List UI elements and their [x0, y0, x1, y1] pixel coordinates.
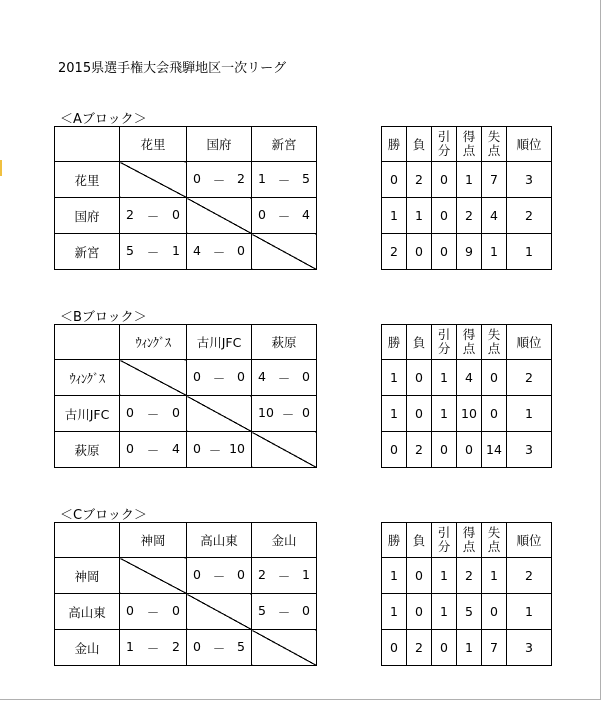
team-name: 古川JFC — [55, 396, 120, 432]
score-wrap — [187, 567, 251, 585]
score-against: 0 — [237, 566, 245, 582]
stat-loss: 0 — [407, 396, 432, 432]
spacer-cell — [317, 198, 382, 234]
diagonal-cell — [187, 396, 252, 432]
match-score — [252, 396, 317, 432]
stat-header-char: 点 — [462, 539, 476, 554]
stat-header-stack — [432, 328, 456, 356]
stat-header-draw — [432, 127, 457, 162]
stat-goals-against: 7 — [482, 630, 507, 666]
team-name: ｳｨﾝｸﾞｽ — [55, 360, 120, 396]
score-dash: － — [281, 406, 295, 422]
stat-goals-against: 0 — [482, 396, 507, 432]
match-score — [120, 198, 187, 234]
stat-goals-against: 1 — [482, 558, 507, 594]
league-table-c — [54, 522, 552, 666]
spacer-cell — [317, 558, 382, 594]
score-dash: － — [146, 442, 160, 458]
match-score — [187, 234, 252, 270]
stat-header-goals-for — [457, 523, 482, 558]
stat-header-char: 引 — [437, 327, 451, 342]
corner-cell — [55, 127, 120, 162]
stat-header-char: 得 — [462, 327, 476, 342]
score-for: 0 — [126, 440, 134, 456]
stat-draw: 1 — [432, 558, 457, 594]
stat-header-char: 点 — [487, 143, 501, 158]
score-against: 0 — [302, 404, 310, 420]
score-for: 1 — [126, 638, 134, 654]
opponent-header: 花里 — [120, 127, 187, 162]
team-row — [55, 594, 552, 630]
stat-header-char: 失 — [487, 327, 501, 342]
stat-win: 0 — [382, 162, 407, 198]
score-wrap — [252, 567, 316, 585]
opponent-header: 新宮 — [252, 127, 317, 162]
score-against: 4 — [302, 206, 310, 222]
score-dash: － — [277, 208, 291, 224]
stat-loss: 0 — [407, 360, 432, 396]
diagonal-cell — [252, 234, 317, 270]
stat-rank: 1 — [507, 234, 552, 270]
stat-header-win: 勝 — [382, 127, 407, 162]
score-wrap — [252, 369, 316, 387]
team-row — [55, 162, 552, 198]
score-against: 0 — [172, 404, 180, 420]
stat-rank: 1 — [507, 396, 552, 432]
score-dash: － — [277, 172, 291, 188]
stat-header-goals-for — [457, 325, 482, 360]
stat-header-stack — [432, 526, 456, 554]
stat-header-goals-against — [482, 127, 507, 162]
score-against: 4 — [172, 440, 180, 456]
stat-goals-against: 4 — [482, 198, 507, 234]
stat-header-char: 失 — [487, 129, 501, 144]
stat-loss: 0 — [407, 234, 432, 270]
stat-draw: 0 — [432, 234, 457, 270]
stat-win: 1 — [382, 198, 407, 234]
stat-header-loss: 負 — [407, 127, 432, 162]
score-wrap — [120, 405, 186, 423]
score-for: 1 — [258, 170, 266, 186]
stat-header-goals-against — [482, 523, 507, 558]
match-score — [187, 432, 252, 468]
score-dash: － — [146, 244, 160, 260]
score-for: 0 — [193, 638, 201, 654]
stat-loss: 0 — [407, 558, 432, 594]
score-for: 10 — [258, 404, 274, 420]
block-c-label: ＜Cブロック＞ — [60, 508, 147, 523]
stat-goals-for: 2 — [457, 198, 482, 234]
stat-goals-for: 5 — [457, 594, 482, 630]
score-dash: － — [212, 244, 226, 260]
match-score — [252, 558, 317, 594]
stat-win: 0 — [382, 432, 407, 468]
diagonal-cell — [187, 594, 252, 630]
stat-header-stack — [457, 130, 481, 158]
match-score — [120, 630, 187, 666]
score-wrap — [252, 171, 316, 189]
stat-goals-against: 7 — [482, 162, 507, 198]
score-against: 0 — [172, 602, 180, 618]
spacer-cell — [317, 432, 382, 468]
stat-rank: 1 — [507, 594, 552, 630]
diagonal-cell — [252, 630, 317, 666]
score-dash: － — [146, 406, 160, 422]
score-wrap — [120, 639, 186, 657]
stat-draw: 1 — [432, 360, 457, 396]
score-for: 0 — [126, 404, 134, 420]
score-against: 2 — [172, 638, 180, 654]
score-wrap — [252, 603, 316, 621]
stat-header-char: 引 — [437, 525, 451, 540]
stat-header-draw — [432, 523, 457, 558]
match-score — [187, 162, 252, 198]
stat-win: 1 — [382, 558, 407, 594]
score-against: 10 — [229, 440, 245, 456]
spacer-cell — [317, 325, 382, 360]
match-score — [120, 432, 187, 468]
stat-header-loss: 負 — [407, 523, 432, 558]
team-row — [55, 360, 552, 396]
stat-loss: 2 — [407, 162, 432, 198]
header-row — [55, 325, 552, 360]
stat-header-rank: 順位 — [507, 325, 552, 360]
score-against: 0 — [302, 602, 310, 618]
score-for: 5 — [126, 242, 134, 258]
team-name: 花里 — [55, 162, 120, 198]
team-name: 金山 — [55, 630, 120, 666]
match-score — [252, 162, 317, 198]
stat-header-char: 失 — [487, 525, 501, 540]
page-title: 2015県選手権大会飛騨地区一次リーグ — [58, 61, 287, 76]
score-wrap — [120, 441, 186, 459]
score-against: 0 — [237, 242, 245, 258]
stat-goals-for: 2 — [457, 558, 482, 594]
stat-rank: 3 — [507, 630, 552, 666]
score-wrap — [252, 207, 316, 225]
stat-goals-for: 1 — [457, 630, 482, 666]
score-wrap — [187, 441, 251, 459]
stat-goals-against: 0 — [482, 594, 507, 630]
opponent-header: ｳｨﾝｸﾞｽ — [120, 325, 187, 360]
team-row — [55, 630, 552, 666]
score-for: 4 — [193, 242, 201, 258]
diagonal-cell — [120, 162, 187, 198]
opponent-header: 神岡 — [120, 523, 187, 558]
diagonal-cell — [187, 198, 252, 234]
score-dash: － — [277, 604, 291, 620]
score-dash: － — [212, 370, 226, 386]
stat-win: 0 — [382, 630, 407, 666]
stat-header-loss: 負 — [407, 325, 432, 360]
stat-header-win: 勝 — [382, 523, 407, 558]
stat-goals-for: 0 — [457, 432, 482, 468]
stat-draw: 0 — [432, 198, 457, 234]
stat-rank: 2 — [507, 558, 552, 594]
diagonal-cell — [120, 360, 187, 396]
spacer-cell — [317, 594, 382, 630]
stat-rank: 3 — [507, 432, 552, 468]
stat-header-stack — [457, 526, 481, 554]
spacer-cell — [317, 523, 382, 558]
opponent-header: 萩原 — [252, 325, 317, 360]
score-for: 0 — [193, 566, 201, 582]
team-name: 高山東 — [55, 594, 120, 630]
score-against: 0 — [172, 206, 180, 222]
stat-draw: 0 — [432, 630, 457, 666]
stat-goals-against: 14 — [482, 432, 507, 468]
stat-header-char: 得 — [462, 129, 476, 144]
score-dash: － — [277, 568, 291, 584]
spacer-cell — [317, 162, 382, 198]
stat-goals-for: 1 — [457, 162, 482, 198]
score-wrap — [120, 243, 186, 261]
stat-draw: 1 — [432, 396, 457, 432]
stat-win: 1 — [382, 594, 407, 630]
spacer-cell — [317, 360, 382, 396]
score-against: 5 — [237, 638, 245, 654]
score-wrap — [120, 603, 186, 621]
team-row — [55, 198, 552, 234]
team-name: 新宮 — [55, 234, 120, 270]
team-name: 萩原 — [55, 432, 120, 468]
header-row — [55, 523, 552, 558]
stat-goals-for: 10 — [457, 396, 482, 432]
stat-header-goals-for — [457, 127, 482, 162]
stat-header-rank: 順位 — [507, 523, 552, 558]
stat-draw: 0 — [432, 432, 457, 468]
spacer-cell — [317, 234, 382, 270]
score-dash: － — [212, 640, 226, 656]
stat-header-win: 勝 — [382, 325, 407, 360]
stat-win: 1 — [382, 396, 407, 432]
score-dash: － — [146, 604, 160, 620]
score-dash: － — [212, 172, 226, 188]
stat-header-char: 得 — [462, 525, 476, 540]
match-score — [120, 234, 187, 270]
side-marker — [0, 160, 2, 176]
stat-goals-against: 1 — [482, 234, 507, 270]
score-against: 2 — [237, 170, 245, 186]
score-for: 0 — [126, 602, 134, 618]
stat-header-stack — [482, 328, 506, 356]
score-for: 2 — [258, 566, 266, 582]
score-against: 0 — [302, 368, 310, 384]
score-against: 0 — [237, 368, 245, 384]
team-row — [55, 396, 552, 432]
stat-header-char: 点 — [462, 341, 476, 356]
score-dash: － — [277, 370, 291, 386]
score-for: 5 — [258, 602, 266, 618]
stat-rank: 2 — [507, 360, 552, 396]
match-score — [252, 360, 317, 396]
score-against: 1 — [172, 242, 180, 258]
team-name: 神岡 — [55, 558, 120, 594]
score-dash: － — [208, 442, 222, 458]
stat-win: 2 — [382, 234, 407, 270]
team-row — [55, 558, 552, 594]
diagonal-cell — [252, 432, 317, 468]
stat-header-char: 分 — [437, 539, 451, 554]
score-wrap — [187, 639, 251, 657]
block-b-label: ＜Bブロック＞ — [60, 310, 147, 325]
league-table-a — [54, 126, 552, 270]
stat-header-goals-against — [482, 325, 507, 360]
stat-header-stack — [482, 526, 506, 554]
stat-loss: 2 — [407, 432, 432, 468]
team-name: 国府 — [55, 198, 120, 234]
stat-header-char: 点 — [487, 341, 501, 356]
team-row — [55, 234, 552, 270]
spacer-cell — [317, 396, 382, 432]
score-for: 0 — [193, 368, 201, 384]
stat-win: 1 — [382, 360, 407, 396]
score-wrap — [187, 243, 251, 261]
stat-header-char: 点 — [462, 143, 476, 158]
match-score — [252, 198, 317, 234]
block-a-label: ＜Aブロック＞ — [60, 112, 147, 127]
score-wrap — [187, 171, 251, 189]
score-wrap — [252, 405, 316, 423]
stat-rank: 2 — [507, 198, 552, 234]
header-row — [55, 127, 552, 162]
match-score — [187, 360, 252, 396]
score-for: 0 — [258, 206, 266, 222]
score-for: 4 — [258, 368, 266, 384]
match-score — [120, 396, 187, 432]
opponent-header: 古川JFC — [187, 325, 252, 360]
stat-header-stack — [482, 130, 506, 158]
stat-goals-against: 0 — [482, 360, 507, 396]
stat-header-draw — [432, 325, 457, 360]
spacer-cell — [317, 127, 382, 162]
stat-header-char: 点 — [487, 539, 501, 554]
score-for: 0 — [193, 440, 201, 456]
stat-loss: 2 — [407, 630, 432, 666]
corner-cell — [55, 523, 120, 558]
score-dash: － — [212, 568, 226, 584]
match-score — [252, 594, 317, 630]
stat-draw: 1 — [432, 594, 457, 630]
match-score — [187, 558, 252, 594]
score-against: 1 — [302, 566, 310, 582]
diagonal-cell — [120, 558, 187, 594]
opponent-header: 金山 — [252, 523, 317, 558]
opponent-header: 国府 — [187, 127, 252, 162]
team-row — [55, 432, 552, 468]
match-score — [120, 594, 187, 630]
stat-rank: 3 — [507, 162, 552, 198]
stat-header-char: 分 — [437, 341, 451, 356]
stat-loss: 1 — [407, 198, 432, 234]
stat-goals-for: 9 — [457, 234, 482, 270]
league-table-b — [54, 324, 552, 468]
stat-loss: 0 — [407, 594, 432, 630]
stat-header-stack — [457, 328, 481, 356]
score-for: 0 — [193, 170, 201, 186]
stat-goals-for: 4 — [457, 360, 482, 396]
spacer-cell — [317, 630, 382, 666]
corner-cell — [55, 325, 120, 360]
stat-draw: 0 — [432, 162, 457, 198]
score-dash: － — [146, 640, 160, 656]
stat-header-stack — [432, 130, 456, 158]
stat-header-rank: 順位 — [507, 127, 552, 162]
score-wrap — [120, 207, 186, 225]
opponent-header: 高山東 — [187, 523, 252, 558]
stat-header-char: 引 — [437, 129, 451, 144]
score-for: 2 — [126, 206, 134, 222]
score-against: 5 — [302, 170, 310, 186]
match-score — [187, 630, 252, 666]
stat-header-char: 分 — [437, 143, 451, 158]
score-dash: － — [146, 208, 160, 224]
score-wrap — [187, 369, 251, 387]
